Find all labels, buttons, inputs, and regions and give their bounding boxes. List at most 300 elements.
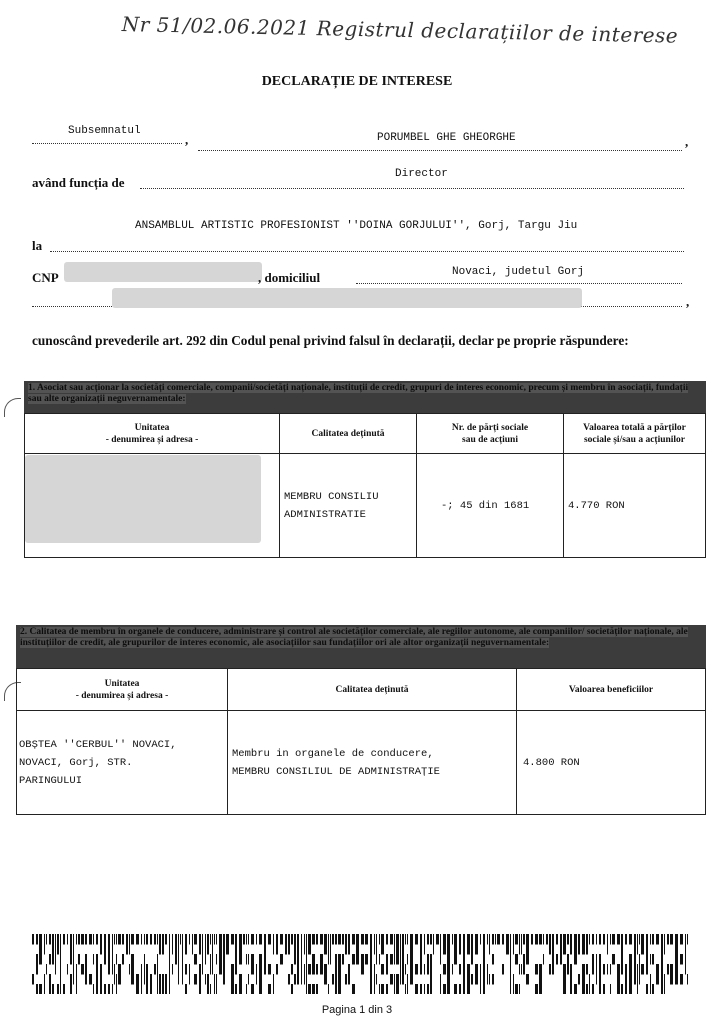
barcode-bar [596,954,597,965]
barcode-bar [370,984,372,994]
barcode-bar [291,964,293,975]
barcode-bar [126,934,128,945]
barcode-bar [440,984,441,994]
barcode-bar [664,974,665,985]
barcode-bar [165,974,167,985]
barcode-bar [420,954,422,965]
barcode-bar [49,934,51,945]
barcode-bar [328,984,329,994]
barcode-bar [144,934,145,945]
barcode-bar [285,944,287,955]
barcode-bar [205,934,206,945]
barcode-bar [141,964,142,975]
barcode-bar [330,954,331,965]
barcode-bar [452,964,453,975]
barcode-bar [386,984,388,994]
barcode-bar [513,944,514,955]
barcode-bar [136,984,139,994]
barcode-bar [338,954,341,965]
barcode-bar [324,944,327,955]
table-row [25,454,706,558]
barcode-bar [685,944,686,955]
barcode-bar [335,964,337,975]
la-label: la [32,238,43,253]
barcode-bar [370,944,372,955]
barcode-bar [235,984,237,994]
barcode-bar [112,984,113,994]
barcode-bar [52,984,54,994]
barcode-bar [76,974,77,985]
barcode-bar [443,984,446,994]
barcode-bar [335,954,337,965]
barcode-bar [440,974,441,985]
dotted-line [356,283,682,284]
barcode-bar [646,984,648,994]
barcode-bar [212,934,213,945]
barcode-bar [175,944,177,955]
barcode-bar [212,964,213,975]
barcode-bar [60,944,61,955]
barcode-bar [549,964,551,975]
barcode-bar [487,934,488,945]
barcode-bar [526,954,529,965]
barcode-bar [443,944,446,955]
barcode-bar [563,944,566,955]
barcode-bar [129,964,130,975]
barcode-bar [376,934,377,945]
barcode-bar [330,934,331,945]
barcode-bar [231,964,234,975]
barcode-bar [216,934,217,945]
cell-text: MEMBRU CONSILIUL DE ADMINISTRAȚIE [232,765,440,778]
barcode-bar [194,954,197,965]
barcode-bar [157,964,158,975]
barcode-bar [268,984,271,994]
barcode-bar [424,984,425,994]
barcode-bar [370,954,372,965]
barcode-bar [212,944,213,955]
barcode-bar [402,974,404,985]
barcode-bar [430,954,432,965]
barcode-bar [316,934,318,945]
barcode-bar [376,954,377,965]
cell-text: ADMINISTRATIE [284,508,366,521]
barcode-bar [207,944,209,955]
barcode-bar [410,944,413,955]
barcode-bar [259,954,262,965]
barcode-bar [592,954,594,965]
barcode-bar [563,934,566,945]
barcode-bar [324,934,327,945]
barcode-bar [427,954,429,965]
barcode-bar [650,934,651,945]
barcode-bar [519,934,520,945]
barcode-bar [308,984,311,994]
barcode-bar [129,934,130,945]
barcode-bar [182,964,183,975]
barcode-bar [670,974,673,985]
barcode-bar [589,974,590,985]
barcode-bar [394,934,395,945]
barcode-bar [396,984,399,994]
barcode-bar [519,964,520,975]
barcode-bar [70,974,72,985]
barcode-bar [386,934,388,945]
barcode-bar [661,934,663,945]
barcode-bar [306,964,307,975]
functia-label: având funcția de [32,175,125,190]
barcode-bar [297,944,299,955]
barcode-bar [410,954,413,965]
barcode-bar [216,984,217,994]
barcode-bar [96,984,98,994]
barcode-bar [374,964,375,975]
barcode-bar [471,954,473,965]
barcode-bar [136,974,139,985]
header-text: Unitatea [104,678,140,689]
barcode-bar [85,954,87,965]
functia-value: Director [395,168,448,180]
barcode-bar [687,974,688,985]
barcode-bar [93,954,94,965]
barcode-bar [492,954,494,965]
barcode-bar [93,934,94,945]
barcode-bar [49,954,51,965]
barcode-bar [617,984,620,994]
barcode-bar [157,954,158,965]
barcode-bar [381,984,384,994]
barcode-bar [556,954,558,965]
barcode-bar [400,964,401,975]
barcode-bar [639,954,640,965]
barcode-bar [216,954,217,965]
barcode-bar [169,974,170,985]
barcode-bar [273,934,274,945]
barcode-bar [49,984,51,994]
barcode-bar [141,984,142,994]
barcode-bar [180,934,181,945]
barcode-bar [563,984,566,994]
barcode-bar [85,964,87,975]
barcode-bar [55,934,56,945]
barcode-bar [297,934,299,945]
barcode-bar [108,934,110,945]
barcode-bar [63,984,65,994]
barcode-bar [100,974,102,985]
barcode-bar [664,984,665,994]
barcode-bar [586,944,588,955]
barcode-bar [390,954,393,965]
barcode-bar [570,974,572,985]
barcode-bar [316,984,318,994]
barcode-bar [223,944,225,955]
barcode-bar [427,964,429,975]
barcode-bar [646,944,648,955]
barcode-bar [202,964,203,975]
barcode-bar [376,944,377,955]
barcode-bar [641,934,644,945]
barcode-bar [320,954,323,965]
barcode-bar [273,944,274,955]
barcode-bar [563,974,566,985]
barcode-bar [502,964,504,975]
barcode-bar [356,934,359,945]
barcode-bar [634,944,636,955]
barcode-bar [356,944,359,955]
barcode-bar [248,954,249,965]
barcode-bar [641,964,644,975]
barcode-bar [560,944,562,955]
barcode-bar [301,934,302,945]
barcode-bar [502,934,504,945]
barcode-bar [560,934,562,945]
barcode-bar [379,984,380,994]
barcode-bar [308,944,311,955]
barcode-bar [374,934,375,945]
barcode-bar [386,954,388,965]
barcode-bar [312,984,315,994]
barcode-bar [483,934,485,945]
barcode-bar [687,934,688,945]
barcode-bar [116,954,117,965]
barcode-bar [539,934,542,945]
barcode-bar [280,934,283,945]
barcode-bar [510,984,511,994]
barcode-bar [122,934,124,945]
barcode-bar [680,974,683,985]
barcode-bar [162,934,164,945]
barcode-bar [219,954,222,965]
redacted-cnp [64,262,262,282]
barcode-bar [549,944,551,955]
barcode-bar [376,974,377,985]
barcode-bar [535,984,538,994]
barcode-bar [652,954,654,965]
barcode-bar [407,954,408,965]
barcode-bar [510,974,511,985]
barcode-bar [463,984,465,994]
barcode-bar [157,984,158,994]
barcode-bar [189,934,190,945]
barcode-bar [400,944,401,955]
barcode-bar [567,954,569,965]
barcode-bar [320,964,323,975]
barcode-bar [268,964,271,975]
barcode-bar [85,934,87,945]
barcode-bar [617,934,620,945]
barcode-bar [521,964,522,975]
barcode-bar [407,934,408,945]
barcode-bar [405,964,406,975]
barcode-bar [212,954,213,965]
barcode-bar [475,974,478,985]
barcode-bar [463,944,465,955]
barcode-bar [543,954,544,965]
barcode-bar [159,984,161,994]
barcode-bar [308,934,311,945]
barcode-bar [57,984,59,994]
barcode-bar [592,964,594,975]
barcode-bar [112,964,113,975]
barcode-bar [415,964,418,975]
barcode-bar [294,934,296,945]
barcode-bar [60,964,61,975]
barcode-bar [60,934,61,945]
header-calitatea: Calitatea deținută [228,669,517,711]
barcode-bar [629,974,632,985]
barcode-bar [430,974,432,985]
barcode-bar [291,984,293,994]
barcode-bar [96,954,98,965]
barcode-bar [592,984,594,994]
barcode-bar [612,934,615,945]
barcode-bar [324,974,327,985]
barcode-bar [599,954,601,965]
barcode-bar [273,974,274,985]
barcode-bar [223,964,225,975]
barcode-bar [415,984,418,994]
barcode-bar [264,964,266,975]
barcode-bar [436,934,439,945]
cell-valoarea: 4.800 RON [517,711,706,815]
barcode-bar [55,964,56,975]
barcode-bar [131,934,134,945]
barcode-bar [629,984,632,994]
barcode-bar [39,954,42,965]
barcode-bar [467,934,470,945]
barcode-bar [463,964,465,975]
barcode-bar [185,934,187,945]
barcode-bar [570,944,572,955]
section-1-table [24,413,706,558]
barcode-bar [459,944,461,955]
barcode-bar [306,934,307,945]
barcode-bar [625,974,627,985]
barcode-bar [112,934,113,945]
barcode-bar [73,964,74,975]
barcode-bar [44,934,45,945]
barcode-bar [131,974,134,985]
barcode-bar [131,964,134,975]
header-valoarea: Valoarea beneficiilor [517,669,706,711]
barcode [32,934,690,994]
barcode-bar [447,984,450,994]
barcode-bar [603,934,605,945]
barcode-bar [55,954,56,965]
barcode-bar [526,944,529,955]
barcode-bar [656,964,659,975]
barcode-bar [202,944,203,955]
header-unitatea [25,414,280,454]
barcode-bar [39,944,42,955]
cell-calitatea [228,711,517,815]
barcode-bar [256,934,257,945]
barcode-bar [304,974,305,985]
barcode-bar [646,954,648,965]
barcode-bar [81,934,84,945]
barcode-bar [100,934,102,945]
barcode-bar [621,984,623,994]
barcode-bar [199,974,201,985]
barcode-bar [487,974,488,985]
barcode-bar [370,974,372,985]
barcode-bar [46,934,47,945]
barcode-bar [543,934,544,945]
barcode-bar [586,984,588,994]
barcode-bar [430,964,432,975]
barcode-bar [335,974,337,985]
barcode-bar [210,954,211,965]
barcode-bar [680,934,683,945]
barcode-bar [288,974,290,985]
barcode-bar [420,944,422,955]
barcode-bar [483,944,485,955]
barcode-bar [361,964,364,975]
barcode-bar [586,964,588,975]
barcode-bar [483,954,485,965]
barcode-bar [675,934,678,945]
barcode-bar [625,934,627,945]
barcode-bar [447,934,450,945]
barcode-bar [352,934,355,945]
barcode-bar [599,964,601,975]
barcode-bar [214,934,215,945]
barcode-bar [549,934,551,945]
barcode-bar [621,934,623,945]
barcode-bar [231,974,234,985]
barcode-bar [328,944,329,955]
section-1-heading-text: 1. Asociat sau acționar la societăți comerciale, companii/societăți naționale, instituții de credit, grupuri de interes economic, precum și membru în asociații, fundații sau alte organizații neguvernamentale: [28,383,689,404]
barcode-bar [39,934,42,945]
barcode-bar [131,954,134,965]
barcode-bar [207,984,209,994]
barcode-bar [165,934,167,945]
barcode-bar [136,934,139,945]
barcode-bar [578,944,580,955]
barcode-bar [294,944,296,955]
barcode-bar [427,934,429,945]
barcode-bar [610,964,611,975]
barcode-bar [175,954,177,965]
barcode-bar [157,934,158,945]
barcode-bar [248,934,249,945]
barcode-bar [539,984,542,994]
barcode-bar [634,964,636,975]
barcode-bar [108,944,110,955]
barcode-bar [599,934,601,945]
barcode-bar [306,944,307,955]
barcode-bar [454,954,457,965]
barcode-bar [396,954,399,965]
barcode-bar [582,974,585,985]
barcode-bar [396,944,399,955]
barcode-bar [652,984,654,994]
cnp-label: CNP [32,270,59,285]
barcode-bar [433,934,434,945]
barcode-bar [169,964,170,975]
barcode-bar [67,934,68,945]
barcode-bar [582,984,585,994]
barcode-bar [589,984,590,994]
barcode-bar [407,984,408,994]
barcode-bar [452,934,453,945]
barcode-bar [338,964,341,975]
barcode-bar [55,944,56,955]
barcode-bar [510,954,511,965]
barcode-bar [150,984,152,994]
barcode-bar [116,974,117,985]
barcode-bar [539,974,542,985]
